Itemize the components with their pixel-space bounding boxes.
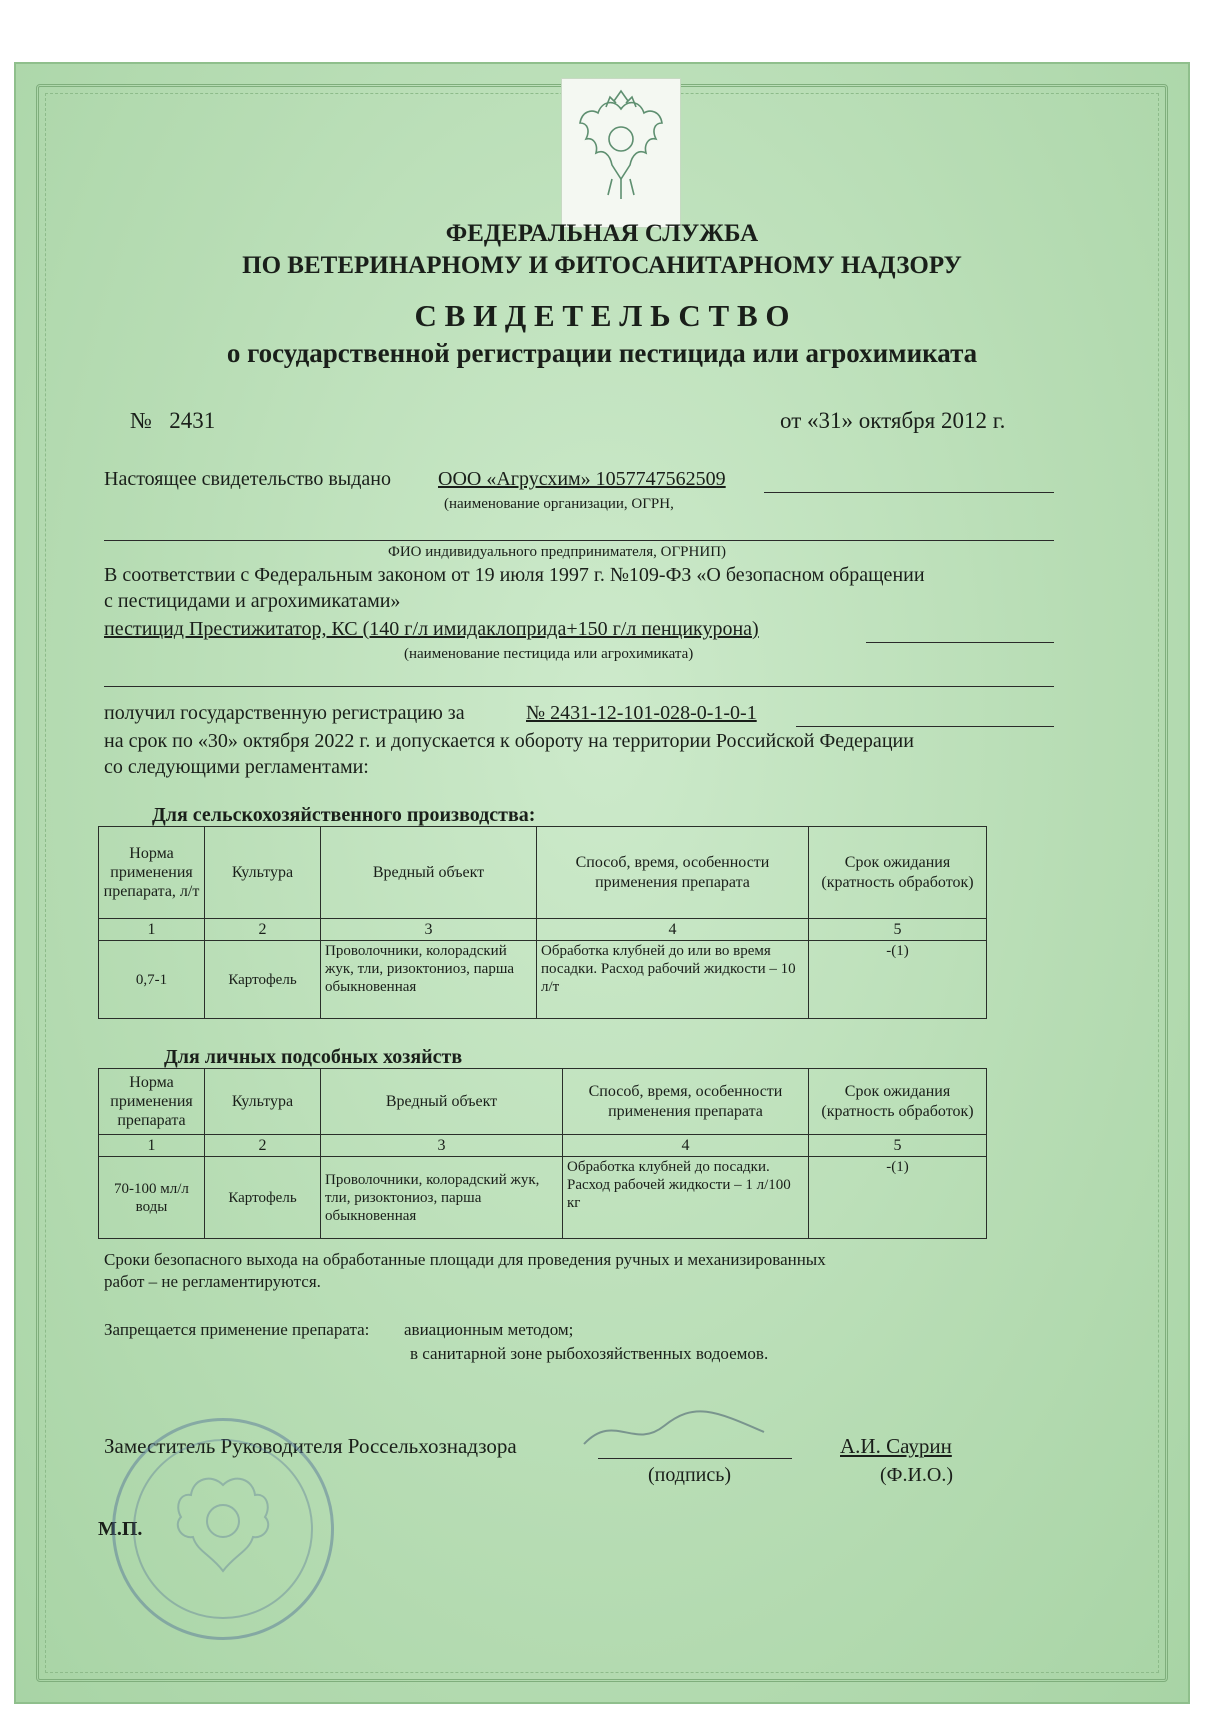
issued-label: Настоящее свидетельство выдано: [104, 468, 392, 490]
cell-pest: Проволочники, колорадский жук, тли, ризоктониоз, парша обыкновенная: [321, 941, 537, 1019]
private-regulation-table: [98, 1068, 987, 1239]
col-number: 4: [563, 1135, 809, 1157]
exit-note-1: Сроки безопасного выхода на обработанные площади для проведения ручных и механизированных: [104, 1250, 826, 1269]
header-culture: Культура: [205, 827, 321, 919]
document-title: С В И Д Е Т Е Л Ь С Т В О: [414, 298, 790, 333]
cell-method: Обработка клубней до или во время посадки. Расход рабочий жидкости – 10 л/т: [537, 941, 809, 1019]
prohibited-label: Запрещается применение препарата:: [104, 1320, 370, 1339]
header-waiting: Срок ожидания (кратность обработок): [809, 827, 987, 919]
law-line-2: с пестицидами и агрохимикатами»: [104, 590, 401, 612]
registration-fill-line: [796, 726, 1054, 727]
header-rate: Норма применения препарата, л/т: [99, 827, 205, 919]
pesticide-value: пестицид Престижитатор, КС (140 г/л имидаклоприда+150 г/л пенцикурона): [104, 618, 759, 640]
table-header-row: [99, 827, 987, 919]
certificate-date: от «31» октября 2012 г.: [780, 408, 1006, 433]
issued-value: ООО «Агрусхим» 1057747562509: [438, 468, 726, 490]
prohibited-item-1: авиационным методом;: [404, 1320, 574, 1339]
header-method: Способ, время, особенности применения препарата: [563, 1069, 809, 1135]
exit-note-2: работ – не регламентируются.: [104, 1272, 321, 1291]
agri-table-heading: Для сельскохозяйственного производства:: [152, 804, 536, 826]
header-waiting: Срок ожидания (кратность обработок): [809, 1069, 987, 1135]
cell-culture: Картофель: [205, 941, 321, 1019]
registration-term-2: со следующими регламентами:: [104, 756, 369, 778]
issued-caption-2: ФИО индивидуального предпринимателя, ОГРНИП): [388, 544, 727, 560]
issued-blank-line: [104, 540, 1054, 541]
col-number: 4: [537, 919, 809, 941]
registration-label: получил государственную регистрацию за: [104, 702, 465, 724]
header-pest: Вредный объект: [321, 827, 537, 919]
signature-caption: (подпись): [648, 1464, 732, 1486]
col-number: 2: [205, 1135, 321, 1157]
seal-emblem-icon: [115, 1421, 331, 1637]
cell-rate: 0,7-1: [99, 941, 205, 1019]
table-header-row: [99, 1069, 987, 1135]
cell-pest: Проволочники, колорадский жук, тли, ризоктониоз, парша обыкновенная: [321, 1157, 563, 1239]
col-number: 1: [99, 1135, 205, 1157]
col-number: 3: [321, 1135, 563, 1157]
signature-scribble: [574, 1392, 774, 1462]
col-number: 3: [321, 919, 537, 941]
table-number-row: [99, 919, 987, 941]
registration-term-1: на срок по «30» октября 2022 г. и допускается к обороту на территории Российской Федерации: [104, 730, 914, 752]
table-row: [99, 1157, 987, 1239]
cell-waiting: -(1): [809, 941, 987, 1019]
header-pest: Вредный объект: [321, 1069, 563, 1135]
col-number: 2: [205, 919, 321, 941]
law-line-1: В соответствии с Федеральным законом от 19 июля 1997 г. №109-ФЗ «О безопасном обращении: [104, 564, 925, 586]
emblem-box: [561, 78, 681, 228]
agency-line-2: ПО ВЕТЕРИНАРНОМУ И ФИТОСАНИТАРНОМУ НАДЗОРУ: [242, 252, 962, 279]
pesticide-fill-line: [866, 642, 1054, 643]
agri-regulation-table: [98, 826, 987, 1019]
name-caption: (Ф.И.О.): [880, 1464, 954, 1486]
cell-rate: 70-100 мл/л воды: [99, 1157, 205, 1239]
certificate-number: [130, 408, 215, 434]
header-method: Способ, время, особенности применения препарата: [537, 827, 809, 919]
number-value: 2431: [169, 408, 216, 433]
cell-culture: Картофель: [205, 1157, 321, 1239]
issued-caption-1: (наименование организации, ОГРН,: [444, 496, 674, 512]
col-number: 5: [809, 1135, 987, 1157]
table-row: [99, 941, 987, 1019]
registration-number: № 2431-12-101-028-0-1-0-1: [526, 702, 757, 724]
signatory-position: Заместитель Руководителя Россельхознадзора: [104, 1434, 517, 1458]
cell-waiting: -(1): [809, 1157, 987, 1239]
col-number: 5: [809, 919, 987, 941]
col-number: 1: [99, 919, 205, 941]
russian-coat-of-arms-icon: [562, 79, 680, 227]
signatory-name: А.И. Саурин: [840, 1434, 952, 1458]
issued-fill-line: [764, 492, 1054, 493]
agency-line-1: ФЕДЕРАЛЬНАЯ СЛУЖБА: [445, 220, 759, 247]
private-table-heading: Для личных подсобных хозяйств: [164, 1046, 463, 1068]
seal-label: М.П.: [98, 1518, 143, 1540]
table-number-row: [99, 1135, 987, 1157]
pesticide-caption: (наименование пестицида или агрохимиката): [404, 646, 694, 662]
official-seal-stamp: [112, 1418, 334, 1640]
number-label: №: [130, 408, 152, 433]
pesticide-blank-line: [104, 686, 1054, 687]
header-rate: Норма применения препарата: [99, 1069, 205, 1135]
header-culture: Культура: [205, 1069, 321, 1135]
cell-method: Обработка клубней до посадки. Расход рабочей жидкости – 1 л/100 кг: [563, 1157, 809, 1239]
prohibited-item-2: в санитарной зоне рыбохозяйственных водоемов.: [410, 1344, 769, 1363]
document-subtitle: о государственной регистрации пестицида или агрохимиката: [226, 338, 978, 368]
